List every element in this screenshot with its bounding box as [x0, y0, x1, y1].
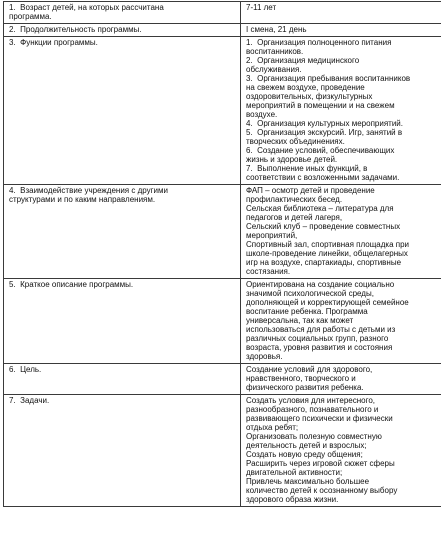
text-line: Организовать полезную совместную — [246, 432, 382, 441]
text-line: состязания. — [246, 267, 291, 276]
text-line: игр на воздухе, спартакиады, спортивные — [246, 258, 402, 267]
text-line: Ориентирована на создание социально — [246, 280, 395, 289]
text-line: развивающего психически и физически — [246, 414, 393, 423]
text-line: 4. Организация культурных мероприятий. — [246, 119, 403, 128]
text-line: 6. Создание условий, обеспечивающих — [246, 146, 395, 155]
text-line: Привлечь максимально большее — [246, 477, 370, 486]
text-line: творческих объединениях. — [246, 137, 345, 146]
text-line: 7. Выполнение иных функций, в — [246, 164, 368, 173]
value-cell — [241, 364, 441, 395]
label-cell — [4, 24, 241, 37]
text-line: 2. Организация медицинского — [246, 56, 360, 65]
functions-row — [4, 37, 441, 185]
text-line: мероприятий в помещении и на свежем — [246, 101, 395, 110]
text-line: отдыха ребят; — [246, 423, 299, 432]
text-line: Создать новую среду общения; — [246, 450, 363, 459]
program-info-table — [3, 1, 441, 507]
text-line: воспитание ребенка. Программа — [246, 307, 368, 316]
text-line: 3. Функции программы. — [9, 38, 98, 47]
text-line: воспитанников. — [246, 47, 304, 56]
value-cell — [241, 24, 441, 37]
text-line: различных социальных групп, разного — [246, 334, 389, 343]
text-line: Сельский клуб – проведение совместных — [246, 222, 401, 231]
text-line: программа. — [9, 12, 52, 21]
table-body — [4, 2, 441, 507]
text-line: 1. Организация полноценного питания — [246, 38, 392, 47]
text-line: оздоровительных, физкультурных — [246, 92, 373, 101]
text-line: 3. Организация пребывания воспитанников — [246, 74, 411, 83]
text-line: ФАП – осмотр детей и проведение — [246, 186, 375, 195]
text-line: на свежем воздухе, проведение — [246, 83, 365, 92]
label-cell — [4, 185, 241, 279]
duration-row — [4, 24, 441, 37]
text-line: Сельская библиотека – литература для — [246, 204, 394, 213]
text-line: значимой психологической среды, — [246, 289, 374, 298]
text-line: деятельность детей и взрослых; — [246, 441, 367, 450]
text-line: здорового образа жизни. — [246, 495, 339, 504]
text-line: Создание условий для здорового, — [246, 365, 373, 374]
text-line: I смена, 21 день — [246, 25, 307, 34]
text-line: двигательной активности; — [246, 468, 343, 477]
label-cell — [4, 364, 241, 395]
text-line: обслуживания. — [246, 65, 302, 74]
text-line: мероприятий, — [246, 231, 298, 240]
text-line: дополняющей и корректирующей семейное — [246, 298, 409, 307]
value-cell — [241, 185, 441, 279]
value-cell — [241, 279, 441, 364]
text-line: Расширить через игровой сюжет сферы — [246, 459, 395, 468]
label-cell — [4, 2, 241, 24]
age-row — [4, 2, 441, 24]
interaction-row — [4, 185, 441, 279]
text-line: жизнь и здоровье детей. — [246, 155, 338, 164]
text-line: 5. Краткое описание программы. — [9, 280, 134, 289]
text-line: педагогов и детей лагеря, — [246, 213, 343, 222]
text-line: профилактических бесед. — [246, 195, 343, 204]
text-line: 2. Продолжительность программы. — [9, 25, 142, 34]
label-cell — [4, 37, 241, 185]
text-line: физического развития ребенка. — [246, 383, 364, 392]
text-line: 1. Возраст детей, на которых рассчитана — [9, 3, 164, 12]
goal-row — [4, 364, 441, 395]
text-line: школе-проведение линейки, общелагерных — [246, 249, 408, 258]
label-cell — [4, 395, 241, 507]
label-cell — [4, 279, 241, 364]
text-line: Создать условия для интересного, — [246, 396, 375, 405]
text-line: воздухе. — [246, 110, 278, 119]
text-line: соответствии с возложенными задачами. — [246, 173, 400, 182]
tasks-row — [4, 395, 441, 507]
text-line: 6. Цель. — [9, 365, 42, 374]
value-cell — [241, 395, 441, 507]
text-line: 5. Организация экскурсий. Игр, занятий в — [246, 128, 403, 137]
text-line: здоровья. — [246, 352, 283, 361]
text-line: использоваться для работы с детьми из — [246, 325, 396, 334]
text-line: нравственного, творческого и — [246, 374, 356, 383]
description-row — [4, 279, 441, 364]
text-line: 7. Задачи. — [9, 396, 50, 405]
text-line: структурами и по каким направлениям. — [9, 195, 156, 204]
text-line: разнообразного, познавательного и — [246, 405, 379, 414]
text-line: 4. Взаимодействие учреждения с другими — [9, 186, 168, 195]
text-line: возраста, уровня развития и состояния — [246, 343, 393, 352]
text-line: Спортивный зал, спортивная площадка при — [246, 240, 409, 249]
text-line: количество детей к осознанному выбору — [246, 486, 398, 495]
text-line: 7-11 лет — [246, 3, 277, 12]
text-line: универсальна, так как может — [246, 316, 354, 325]
value-cell — [241, 2, 441, 24]
value-cell — [241, 37, 441, 185]
